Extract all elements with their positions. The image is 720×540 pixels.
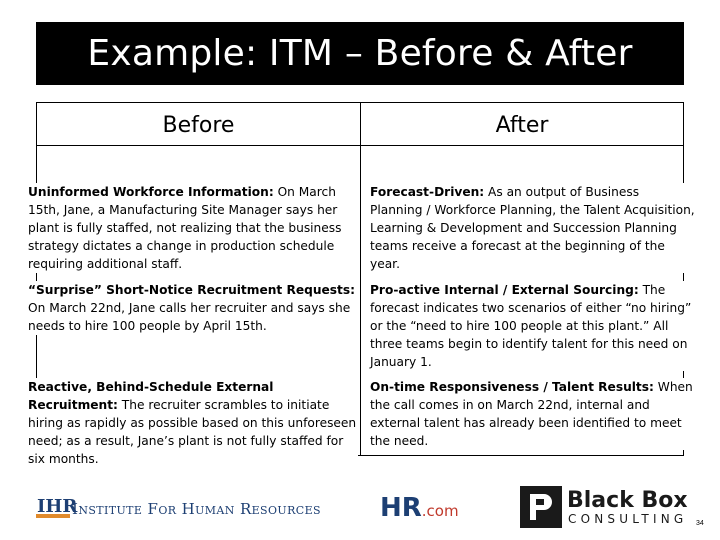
row-2-before-label: “Surprise” Short-Notice Recruitment Requests: [28, 283, 355, 297]
row-3-after [370, 378, 695, 450]
column-divider [360, 102, 361, 456]
row-2-before [28, 281, 358, 335]
row-1-before-text: On March 15th, Jane, a Manufacturing Site Manager says her plant is fully staffed, not realizing that the business strategy dictates a change in production schedule requiring additional staff. [28, 185, 342, 271]
row-3-before-text: The recruiter scrambles to initiate hiring as rapidly as possible based on this unforeseen need; as a result, Jane’s plant is not fully staffed for six months. [28, 398, 357, 466]
row-3-before [28, 378, 358, 468]
row-3-after-label: On-time Responsiveness / Talent Results: [370, 380, 654, 394]
row-1-after-text: As an output of Business Planning / Workforce Planning, the Talent Acquisition, Learning & Development and Succession Planning teams receive a forecast at the beginning of the year. [370, 185, 695, 271]
row-1-before [28, 183, 358, 273]
black-box-logo-icon [520, 486, 562, 528]
row-2-before-text: On March 22nd, Jane calls her recruiter and says she needs to hire 100 people by April 15th. [28, 301, 351, 333]
hr-com-logo [380, 493, 459, 523]
row-1-after [370, 183, 695, 273]
black-box-logo-name: Black Box [567, 488, 688, 513]
page-number: 34 [696, 520, 704, 527]
row-3-after-text: When the call comes in on March 22nd, internal and external talent has already been identified to meet the need. [370, 380, 693, 448]
row-1-after-label: Forecast-Driven: [370, 185, 485, 199]
slide-title: Example: ITM – Before & After [36, 22, 684, 85]
column-header-before: Before [162, 112, 235, 138]
ihr-logo-name: Institute For Human Resources [72, 500, 321, 518]
black-box-logo-sub: CONSULTING [568, 512, 688, 526]
hr-com-logo-text: HR [380, 493, 422, 523]
column-header-after: After [495, 112, 549, 138]
header-divider [37, 145, 683, 146]
hr-com-suffix: .com [421, 502, 459, 520]
ihr-logo-text: IHR [37, 496, 78, 517]
row-2-after [370, 281, 695, 371]
row-2-after-label: Pro-active Internal / External Sourcing: [370, 283, 639, 297]
row-1-before-label: Uninformed Workforce Information: [28, 185, 274, 199]
row-2-after-text: The forecast indicates two scenarios of either “no hiring” or the “need to hire 100 people at this plant.” All three teams begin to identify talent for this need on January 1. [370, 283, 692, 369]
row-3-before-label: Reactive, Behind-Schedule External Recruitment: [28, 380, 274, 412]
ihr-logo-icon [36, 492, 78, 522]
